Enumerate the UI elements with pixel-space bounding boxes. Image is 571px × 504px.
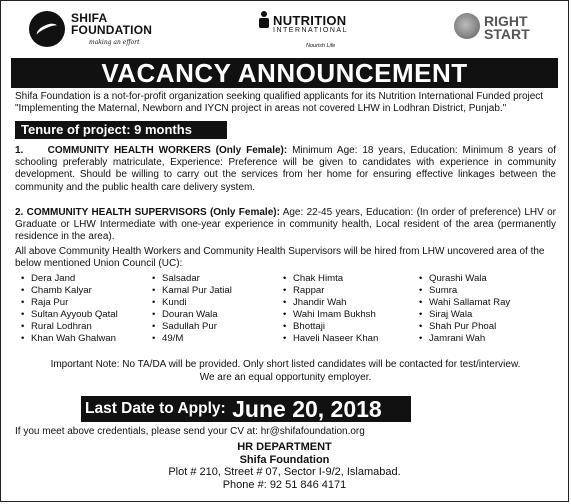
- contact-department: HR DEPARTMENT: [237, 441, 332, 453]
- uc-item: • Sadullah Pur: [152, 321, 232, 333]
- uc-column-3: [283, 273, 378, 344]
- uc-item: • Wahi Sallamat Ray: [419, 297, 510, 309]
- contact-block: [1, 441, 568, 491]
- shifa-name-line1: SHIFA: [71, 11, 108, 25]
- uc-column-2: [152, 273, 232, 344]
- nutrition-international-logo: [251, 9, 351, 53]
- shifa-emblem-icon: [29, 11, 65, 47]
- uc-item: • Kamal Pur Jatial: [152, 285, 232, 297]
- position-2-details: Age: 22-45 years, Education: (In order of preference) LHV or Graduate or LHW Intermediate with one-year experience in community health, Local resident of the area (permanently residence in the area).: [15, 207, 556, 243]
- position-1: [15, 145, 556, 194]
- contact-address: Plot # 210, Street # 07, Sector I-9/2, Islamabad.: [168, 466, 401, 478]
- uc-item: • Jhandir Wah: [283, 297, 378, 309]
- shifa-foundation-logo: [29, 9, 169, 51]
- deadline-banner: [81, 396, 411, 422]
- contact-organization: Shifa Foundation: [239, 453, 330, 466]
- ni-sub: INTERNATIONAL: [273, 27, 348, 34]
- shifa-tagline: making an effort: [89, 39, 140, 46]
- uc-item: • 49/M: [152, 333, 232, 345]
- important-note-line1: Important Note: No TA/DA will be provided. Only short listed candidates will be contacted for test/interview.: [50, 359, 521, 370]
- uc-item: • Sumra: [419, 285, 510, 297]
- nutrition-person-icon: [257, 11, 271, 27]
- ni-tagline: Nourish Life: [306, 43, 336, 49]
- ni-name: NUTRITION: [273, 13, 347, 28]
- uc-column-4: [419, 273, 510, 344]
- deadline-date: June 20, 2018: [232, 396, 382, 422]
- uc-item: • Chamb Kalyar: [21, 285, 118, 297]
- uc-column-1: [21, 273, 118, 344]
- intro-text: [15, 91, 556, 115]
- position-1-number: 1.: [15, 145, 24, 156]
- uc-item: • Chak Himta: [283, 273, 378, 285]
- position-2-title: COMMUNITY HEALTH SUPERVISORS (Only Female):: [26, 207, 280, 218]
- tenure-heading: Tenure of project: 9 months: [15, 121, 227, 139]
- union-council-list: [21, 273, 561, 353]
- important-note: [15, 359, 556, 384]
- uc-item: • Haveli Naseer Khan: [283, 333, 378, 345]
- important-note-line2: We are an equal opportunity employer.: [199, 371, 372, 383]
- uc-item: • Douran Wala: [152, 309, 232, 321]
- uc-item: • Khan Wah Ghalwan: [21, 333, 118, 345]
- deadline-label: Last Date to Apply:: [85, 400, 226, 417]
- uc-item: • Bhottaji: [283, 321, 378, 333]
- header-logos: [11, 7, 558, 55]
- uc-item: • Shah Pur Phoal: [419, 321, 510, 333]
- position-1-title: COMMUNITY HEALTH WORKERS (Only Female):: [47, 145, 288, 156]
- uc-item: • Raja Pur: [21, 297, 118, 309]
- right-start-globe-icon: [454, 13, 480, 39]
- hiring-note: All above Community Health Workers and Community Health Supervisors will be hired from LHW uncovered area of the below mentioned Union Council (UC):: [15, 246, 545, 270]
- position-2: [15, 207, 556, 244]
- uc-item: • Salsadar: [152, 273, 232, 285]
- uc-item: • Sultan Ayyoub Qatal: [21, 309, 118, 321]
- right-start-logo: [454, 11, 546, 49]
- position-2-number: 2.: [15, 207, 24, 218]
- rs-line2: START: [484, 26, 530, 42]
- intro-line2: "Implementing the Maternal, Newborn and IYCN project in areas not covered LHW in Lodhran District, Punjab.": [15, 103, 507, 115]
- send-cv-text: If you meet above credentials, please send your CV at: hr@shifafoundation.org: [15, 426, 365, 437]
- uc-item: • Dera Jand: [21, 273, 118, 285]
- uc-item: • Rural Lodhran: [21, 321, 118, 333]
- uc-item: • Kundi: [152, 297, 232, 309]
- uc-item: • Rappar: [283, 285, 378, 297]
- contact-phone: Phone #: 92 51 846 4171: [222, 478, 347, 491]
- uc-item: • Wahi Imam Bukhsh: [283, 309, 378, 321]
- intro-line1: Shifa Foundation is a not-for-profit organization seeking qualified applicants for its Nutrition International Funded project: [15, 91, 544, 102]
- rs-line1: RIGHT: [484, 13, 528, 29]
- position-1-details: Minimum Age: 18 years, Education: Minimum 8 years of schooling preferably matriculate, Experience: Preference will be given to candidates with experience in community development. Should be willing to carry out the services from her home for ensuring effective linkages between the community and the public health care delivery system.: [15, 145, 556, 193]
- shifa-name-line2: FOUNDATION: [71, 23, 153, 37]
- page-title: VACANCY ANNOUNCEMENT: [11, 58, 558, 88]
- uc-item: • Qurashi Wala: [419, 273, 510, 285]
- uc-item: • Jamrani Wah: [419, 333, 510, 345]
- uc-item: • Siraj Wala: [419, 309, 510, 321]
